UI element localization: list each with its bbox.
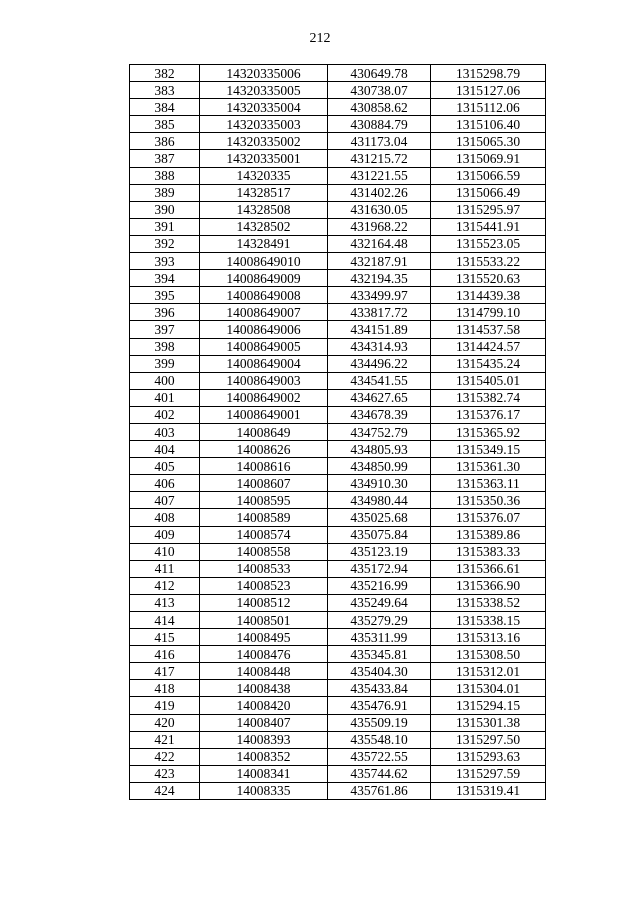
x-coordinate-cell: 435722.55 bbox=[328, 748, 431, 765]
table-row bbox=[130, 167, 546, 184]
code-cell: 14320335 bbox=[200, 167, 328, 184]
code-cell: 14008352 bbox=[200, 748, 328, 765]
table-row bbox=[130, 577, 546, 594]
table-row bbox=[130, 133, 546, 150]
code-cell: 14320335006 bbox=[200, 65, 328, 82]
code-cell: 14320335003 bbox=[200, 116, 328, 133]
x-coordinate-cell: 434151.89 bbox=[328, 321, 431, 338]
code-cell: 14008616 bbox=[200, 458, 328, 475]
x-coordinate-cell: 434805.93 bbox=[328, 441, 431, 458]
x-coordinate-cell: 431173.04 bbox=[328, 133, 431, 150]
table-row bbox=[130, 116, 546, 133]
y-coordinate-cell: 1314439.38 bbox=[431, 287, 546, 304]
x-coordinate-cell: 431968.22 bbox=[328, 218, 431, 235]
x-coordinate-cell: 435404.30 bbox=[328, 663, 431, 680]
code-cell: 14320335004 bbox=[200, 99, 328, 116]
table-row bbox=[130, 253, 546, 270]
point-number-cell: 385 bbox=[130, 116, 200, 133]
table-row bbox=[130, 355, 546, 372]
point-number-cell: 393 bbox=[130, 253, 200, 270]
table-row bbox=[130, 492, 546, 509]
y-coordinate-cell: 1315293.63 bbox=[431, 748, 546, 765]
table-row bbox=[130, 560, 546, 577]
code-cell: 14008626 bbox=[200, 441, 328, 458]
point-number-cell: 403 bbox=[130, 423, 200, 440]
y-coordinate-cell: 1315338.52 bbox=[431, 594, 546, 611]
point-number-cell: 396 bbox=[130, 304, 200, 321]
code-cell: 14320335001 bbox=[200, 150, 328, 167]
point-number-cell: 398 bbox=[130, 338, 200, 355]
table-row bbox=[130, 629, 546, 646]
y-coordinate-cell: 1315376.07 bbox=[431, 509, 546, 526]
point-number-cell: 419 bbox=[130, 697, 200, 714]
table-row bbox=[130, 389, 546, 406]
y-coordinate-cell: 1314537.58 bbox=[431, 321, 546, 338]
y-coordinate-cell: 1315405.01 bbox=[431, 372, 546, 389]
code-cell: 14008649003 bbox=[200, 372, 328, 389]
x-coordinate-cell: 435216.99 bbox=[328, 577, 431, 594]
y-coordinate-cell: 1315383.33 bbox=[431, 543, 546, 560]
x-coordinate-cell: 434752.79 bbox=[328, 423, 431, 440]
point-number-cell: 401 bbox=[130, 389, 200, 406]
y-coordinate-cell: 1315301.38 bbox=[431, 714, 546, 731]
y-coordinate-cell: 1315441.91 bbox=[431, 218, 546, 235]
x-coordinate-cell: 434850.99 bbox=[328, 458, 431, 475]
y-coordinate-cell: 1315389.86 bbox=[431, 526, 546, 543]
point-number-cell: 423 bbox=[130, 765, 200, 782]
table-row bbox=[130, 697, 546, 714]
table-row bbox=[130, 458, 546, 475]
point-number-cell: 397 bbox=[130, 321, 200, 338]
x-coordinate-cell: 435509.19 bbox=[328, 714, 431, 731]
x-coordinate-cell: 435025.68 bbox=[328, 509, 431, 526]
y-coordinate-cell: 1315319.41 bbox=[431, 782, 546, 799]
x-coordinate-cell: 434496.22 bbox=[328, 355, 431, 372]
x-coordinate-cell: 435548.10 bbox=[328, 731, 431, 748]
y-coordinate-cell: 1315376.17 bbox=[431, 406, 546, 423]
x-coordinate-cell: 435433.84 bbox=[328, 680, 431, 697]
y-coordinate-cell: 1315127.06 bbox=[431, 82, 546, 99]
x-coordinate-cell: 435279.29 bbox=[328, 612, 431, 629]
x-coordinate-cell: 430649.78 bbox=[328, 65, 431, 82]
code-cell: 14320335005 bbox=[200, 82, 328, 99]
point-number-cell: 386 bbox=[130, 133, 200, 150]
y-coordinate-cell: 1315365.92 bbox=[431, 423, 546, 440]
y-coordinate-cell: 1315308.50 bbox=[431, 646, 546, 663]
table-row bbox=[130, 782, 546, 799]
code-cell: 14008649007 bbox=[200, 304, 328, 321]
table-row bbox=[130, 765, 546, 782]
y-coordinate-cell: 1315312.01 bbox=[431, 663, 546, 680]
y-coordinate-cell: 1315294.15 bbox=[431, 697, 546, 714]
code-cell: 14008476 bbox=[200, 646, 328, 663]
code-cell: 14008393 bbox=[200, 731, 328, 748]
table-row bbox=[130, 270, 546, 287]
point-number-cell: 411 bbox=[130, 560, 200, 577]
table-row bbox=[130, 287, 546, 304]
y-coordinate-cell: 1315297.50 bbox=[431, 731, 546, 748]
table-row bbox=[130, 594, 546, 611]
table-row bbox=[130, 441, 546, 458]
point-number-cell: 421 bbox=[130, 731, 200, 748]
point-number-cell: 424 bbox=[130, 782, 200, 799]
point-number-cell: 387 bbox=[130, 150, 200, 167]
point-number-cell: 402 bbox=[130, 406, 200, 423]
code-cell: 14008649 bbox=[200, 423, 328, 440]
x-coordinate-cell: 435249.64 bbox=[328, 594, 431, 611]
x-coordinate-cell: 435075.84 bbox=[328, 526, 431, 543]
code-cell: 14008649009 bbox=[200, 270, 328, 287]
x-coordinate-cell: 433817.72 bbox=[328, 304, 431, 321]
y-coordinate-cell: 1314424.57 bbox=[431, 338, 546, 355]
point-number-cell: 422 bbox=[130, 748, 200, 765]
point-number-cell: 415 bbox=[130, 629, 200, 646]
y-coordinate-cell: 1315366.90 bbox=[431, 577, 546, 594]
y-coordinate-cell: 1315066.49 bbox=[431, 184, 546, 201]
point-number-cell: 404 bbox=[130, 441, 200, 458]
table-row bbox=[130, 612, 546, 629]
table-row bbox=[130, 65, 546, 82]
y-coordinate-cell: 1315382.74 bbox=[431, 389, 546, 406]
table-row bbox=[130, 218, 546, 235]
table-row bbox=[130, 680, 546, 697]
point-number-cell: 416 bbox=[130, 646, 200, 663]
code-cell: 14008649004 bbox=[200, 355, 328, 372]
point-number-cell: 412 bbox=[130, 577, 200, 594]
point-number-cell: 392 bbox=[130, 235, 200, 252]
point-number-cell: 400 bbox=[130, 372, 200, 389]
code-cell: 14008574 bbox=[200, 526, 328, 543]
y-coordinate-cell: 1315065.30 bbox=[431, 133, 546, 150]
table-row bbox=[130, 150, 546, 167]
point-number-cell: 413 bbox=[130, 594, 200, 611]
coordinates-table-body bbox=[130, 65, 546, 800]
table-row bbox=[130, 475, 546, 492]
y-coordinate-cell: 1315112.06 bbox=[431, 99, 546, 116]
code-cell: 14008341 bbox=[200, 765, 328, 782]
coordinates-table bbox=[129, 64, 546, 800]
point-number-cell: 407 bbox=[130, 492, 200, 509]
y-coordinate-cell: 1315304.01 bbox=[431, 680, 546, 697]
code-cell: 14008649010 bbox=[200, 253, 328, 270]
table-row bbox=[130, 526, 546, 543]
y-coordinate-cell: 1315520.63 bbox=[431, 270, 546, 287]
x-coordinate-cell: 431215.72 bbox=[328, 150, 431, 167]
x-coordinate-cell: 435744.62 bbox=[328, 765, 431, 782]
point-number-cell: 399 bbox=[130, 355, 200, 372]
code-cell: 14328502 bbox=[200, 218, 328, 235]
table-row bbox=[130, 646, 546, 663]
x-coordinate-cell: 432187.91 bbox=[328, 253, 431, 270]
point-number-cell: 394 bbox=[130, 270, 200, 287]
y-coordinate-cell: 1315523.05 bbox=[431, 235, 546, 252]
y-coordinate-cell: 1315106.40 bbox=[431, 116, 546, 133]
table-row bbox=[130, 82, 546, 99]
x-coordinate-cell: 433499.97 bbox=[328, 287, 431, 304]
x-coordinate-cell: 434980.44 bbox=[328, 492, 431, 509]
code-cell: 14008649005 bbox=[200, 338, 328, 355]
y-coordinate-cell: 1315349.15 bbox=[431, 441, 546, 458]
point-number-cell: 420 bbox=[130, 714, 200, 731]
point-number-cell: 414 bbox=[130, 612, 200, 629]
y-coordinate-cell: 1315366.61 bbox=[431, 560, 546, 577]
table-row bbox=[130, 423, 546, 440]
y-coordinate-cell: 1315361.30 bbox=[431, 458, 546, 475]
code-cell: 14008407 bbox=[200, 714, 328, 731]
table-row bbox=[130, 184, 546, 201]
y-coordinate-cell: 1315313.16 bbox=[431, 629, 546, 646]
x-coordinate-cell: 430738.07 bbox=[328, 82, 431, 99]
point-number-cell: 391 bbox=[130, 218, 200, 235]
table-row bbox=[130, 338, 546, 355]
y-coordinate-cell: 1315069.91 bbox=[431, 150, 546, 167]
point-number-cell: 395 bbox=[130, 287, 200, 304]
code-cell: 14008607 bbox=[200, 475, 328, 492]
x-coordinate-cell: 435311.99 bbox=[328, 629, 431, 646]
table-row bbox=[130, 304, 546, 321]
y-coordinate-cell: 1315297.59 bbox=[431, 765, 546, 782]
point-number-cell: 408 bbox=[130, 509, 200, 526]
y-coordinate-cell: 1315350.36 bbox=[431, 492, 546, 509]
table-row bbox=[130, 731, 546, 748]
y-coordinate-cell: 1315363.11 bbox=[431, 475, 546, 492]
code-cell: 14008533 bbox=[200, 560, 328, 577]
x-coordinate-cell: 435345.81 bbox=[328, 646, 431, 663]
x-coordinate-cell: 435476.91 bbox=[328, 697, 431, 714]
code-cell: 14008501 bbox=[200, 612, 328, 629]
x-coordinate-cell: 434910.30 bbox=[328, 475, 431, 492]
x-coordinate-cell: 435123.19 bbox=[328, 543, 431, 560]
point-number-cell: 390 bbox=[130, 201, 200, 218]
table-row bbox=[130, 201, 546, 218]
point-number-cell: 405 bbox=[130, 458, 200, 475]
y-coordinate-cell: 1314799.10 bbox=[431, 304, 546, 321]
point-number-cell: 383 bbox=[130, 82, 200, 99]
code-cell: 14008512 bbox=[200, 594, 328, 611]
point-number-cell: 417 bbox=[130, 663, 200, 680]
code-cell: 14328491 bbox=[200, 235, 328, 252]
y-coordinate-cell: 1315066.59 bbox=[431, 167, 546, 184]
point-number-cell: 382 bbox=[130, 65, 200, 82]
page-number: 212 bbox=[309, 31, 331, 46]
table-row bbox=[130, 714, 546, 731]
code-cell: 14008523 bbox=[200, 577, 328, 594]
code-cell: 14328508 bbox=[200, 201, 328, 218]
y-coordinate-cell: 1315338.15 bbox=[431, 612, 546, 629]
y-coordinate-cell: 1315435.24 bbox=[431, 355, 546, 372]
point-number-cell: 389 bbox=[130, 184, 200, 201]
table-row bbox=[130, 99, 546, 116]
table-row bbox=[130, 235, 546, 252]
point-number-cell: 384 bbox=[130, 99, 200, 116]
y-coordinate-cell: 1315533.22 bbox=[431, 253, 546, 270]
point-number-cell: 388 bbox=[130, 167, 200, 184]
x-coordinate-cell: 434627.65 bbox=[328, 389, 431, 406]
x-coordinate-cell: 431402.26 bbox=[328, 184, 431, 201]
code-cell: 14328517 bbox=[200, 184, 328, 201]
x-coordinate-cell: 434541.55 bbox=[328, 372, 431, 389]
code-cell: 14320335002 bbox=[200, 133, 328, 150]
point-number-cell: 409 bbox=[130, 526, 200, 543]
x-coordinate-cell: 430884.79 bbox=[328, 116, 431, 133]
table-row bbox=[130, 321, 546, 338]
code-cell: 14008589 bbox=[200, 509, 328, 526]
code-cell: 14008335 bbox=[200, 782, 328, 799]
x-coordinate-cell: 432194.35 bbox=[328, 270, 431, 287]
table-row bbox=[130, 543, 546, 560]
x-coordinate-cell: 432164.48 bbox=[328, 235, 431, 252]
code-cell: 14008649008 bbox=[200, 287, 328, 304]
code-cell: 14008420 bbox=[200, 697, 328, 714]
x-coordinate-cell: 434314.93 bbox=[328, 338, 431, 355]
code-cell: 14008595 bbox=[200, 492, 328, 509]
x-coordinate-cell: 431221.55 bbox=[328, 167, 431, 184]
x-coordinate-cell: 431630.05 bbox=[328, 201, 431, 218]
table-row bbox=[130, 406, 546, 423]
code-cell: 14008448 bbox=[200, 663, 328, 680]
x-coordinate-cell: 435761.86 bbox=[328, 782, 431, 799]
point-number-cell: 410 bbox=[130, 543, 200, 560]
table-row bbox=[130, 372, 546, 389]
x-coordinate-cell: 434678.39 bbox=[328, 406, 431, 423]
table-row bbox=[130, 748, 546, 765]
code-cell: 14008495 bbox=[200, 629, 328, 646]
code-cell: 14008558 bbox=[200, 543, 328, 560]
table-row bbox=[130, 663, 546, 680]
point-number-cell: 406 bbox=[130, 475, 200, 492]
code-cell: 14008649006 bbox=[200, 321, 328, 338]
code-cell: 14008649002 bbox=[200, 389, 328, 406]
y-coordinate-cell: 1315298.79 bbox=[431, 65, 546, 82]
y-coordinate-cell: 1315295.97 bbox=[431, 201, 546, 218]
table-row bbox=[130, 509, 546, 526]
x-coordinate-cell: 430858.62 bbox=[328, 99, 431, 116]
x-coordinate-cell: 435172.94 bbox=[328, 560, 431, 577]
code-cell: 14008649001 bbox=[200, 406, 328, 423]
code-cell: 14008438 bbox=[200, 680, 328, 697]
point-number-cell: 418 bbox=[130, 680, 200, 697]
